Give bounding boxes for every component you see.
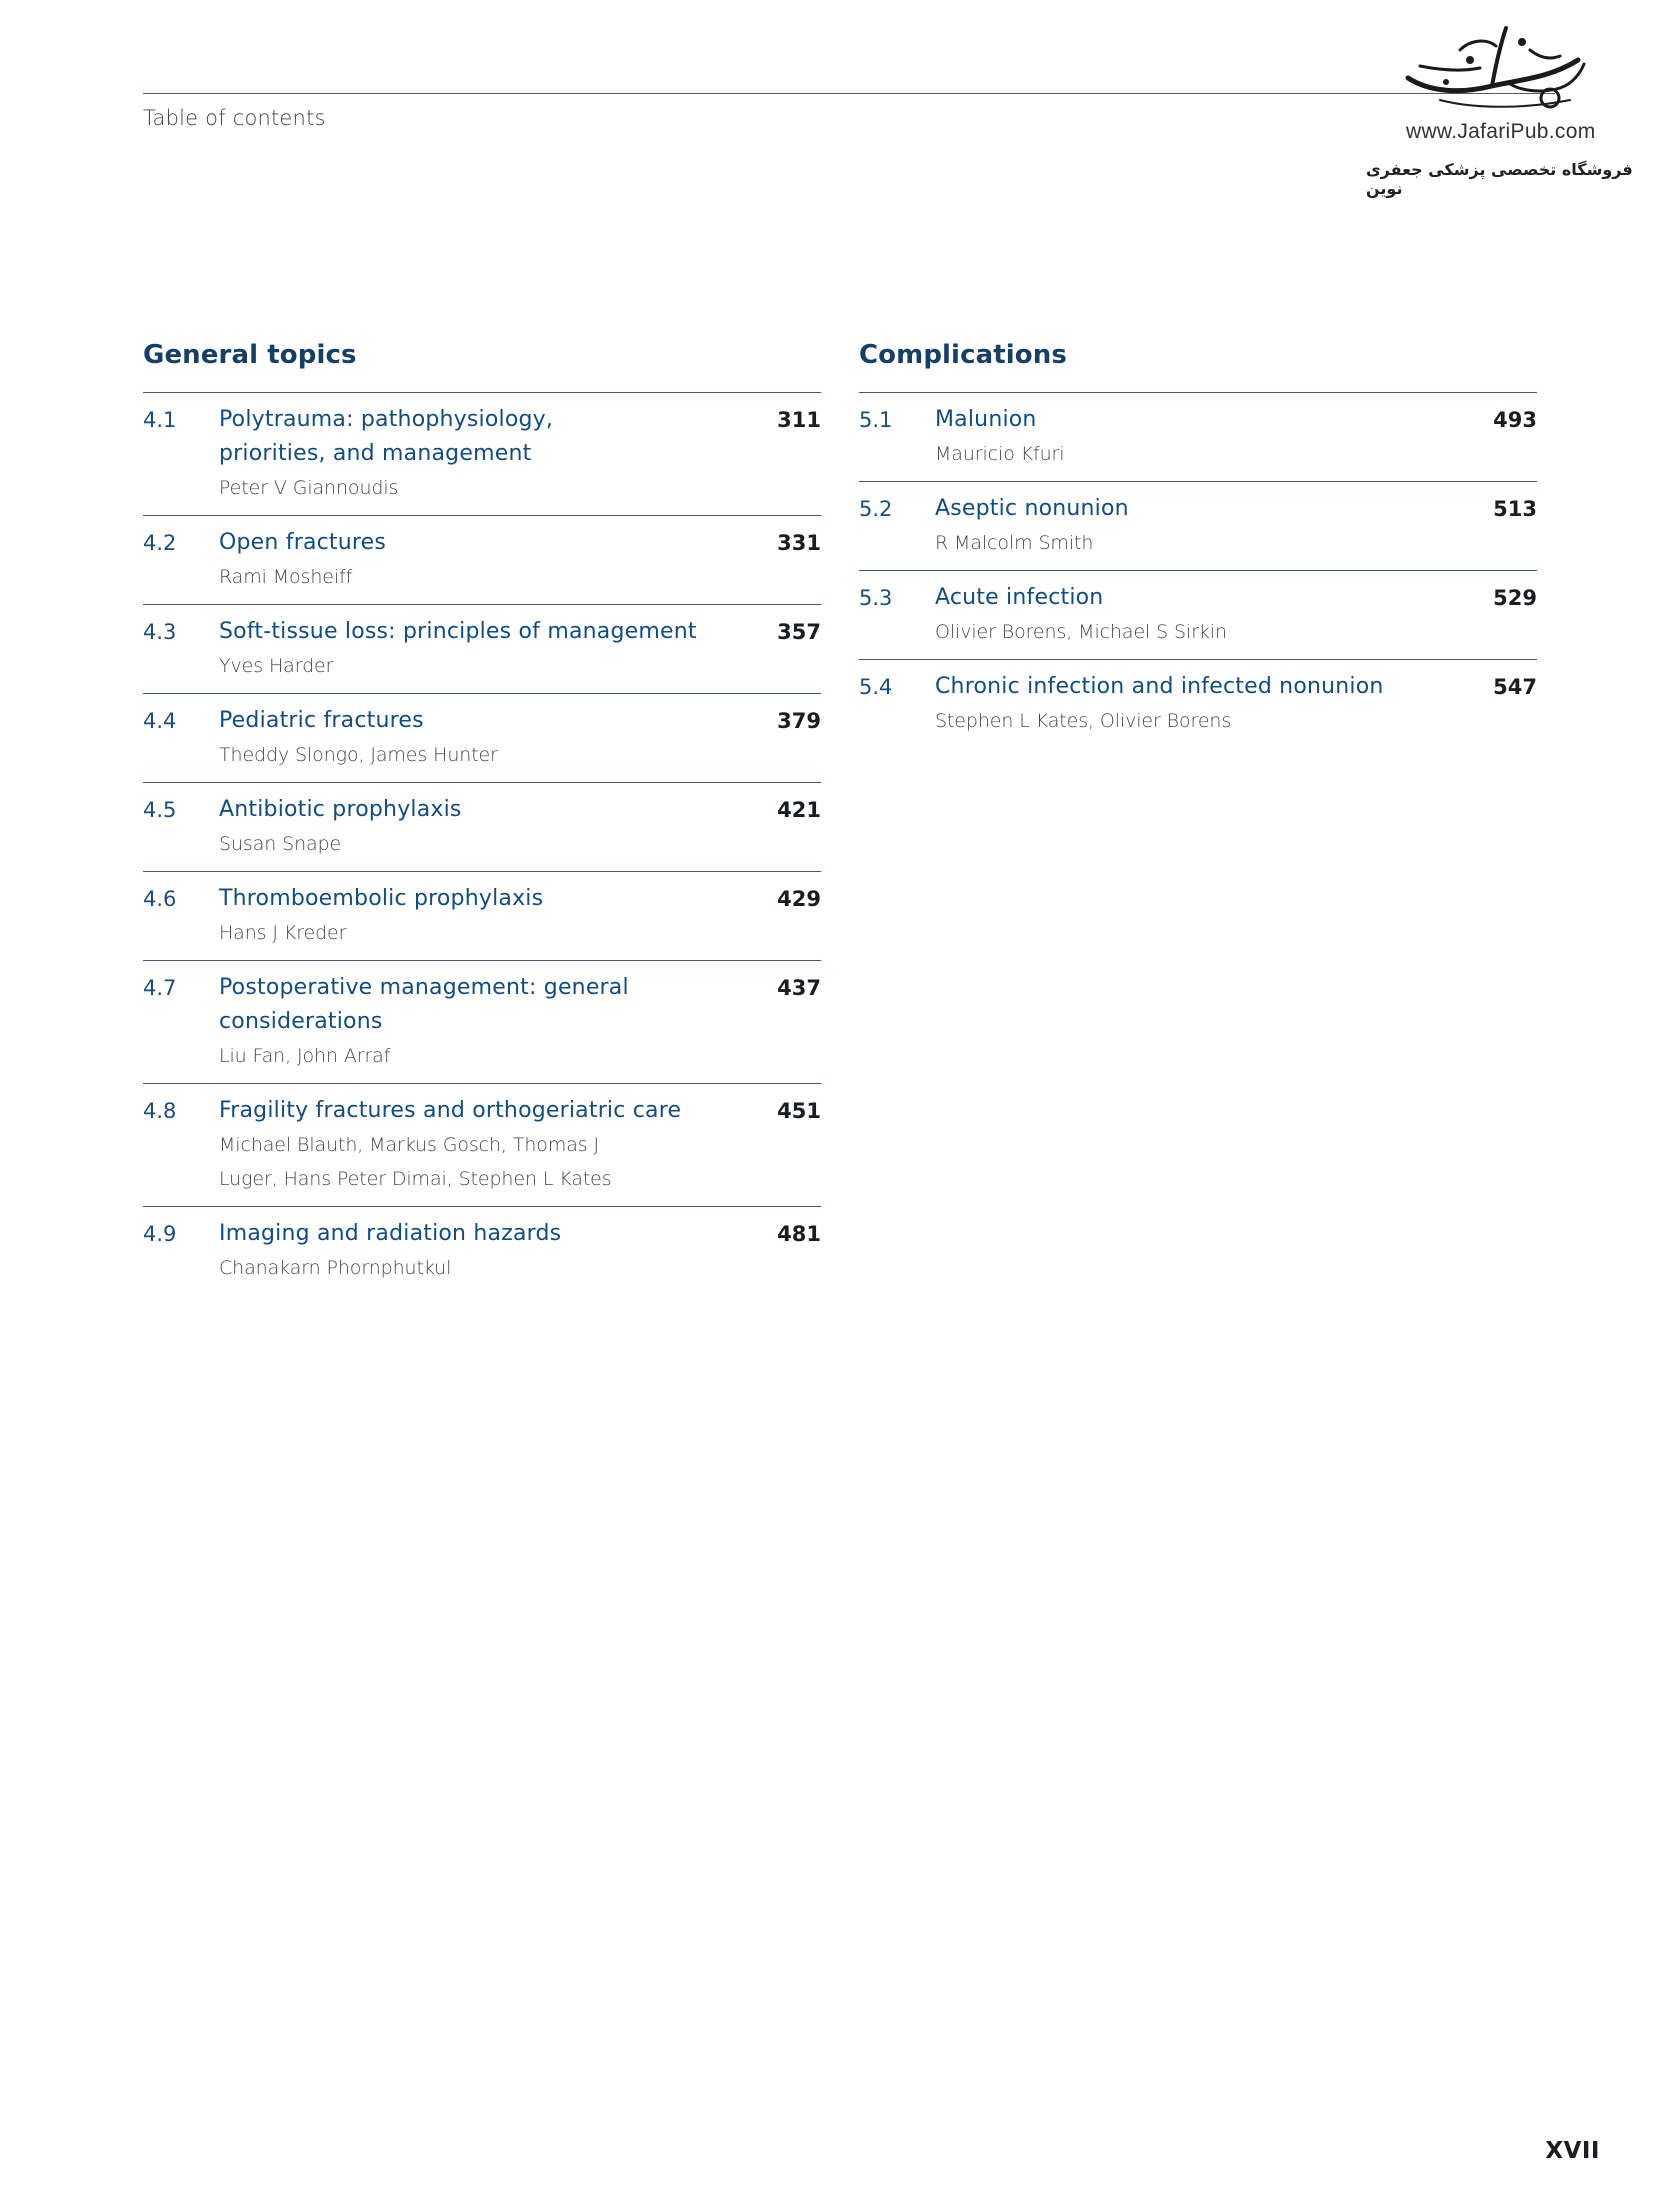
toc-entry[interactable] [143, 1206, 821, 1295]
entry-authors: Hans J Kreder [219, 922, 347, 944]
entry-body [219, 403, 751, 505]
entry-title[interactable]: Pediatric fractures [219, 708, 424, 733]
entry-number: 4.6 [143, 887, 177, 911]
toc-entry[interactable] [859, 392, 1537, 481]
entry-number: 5.2 [859, 497, 893, 521]
entry-authors: Peter V Giannoudis [219, 477, 399, 499]
entry-body [219, 1094, 751, 1196]
toc-section-general-topics [143, 336, 821, 1295]
toc-entry[interactable] [143, 693, 821, 782]
entry-title[interactable]: Thromboembolic prophylaxis [219, 886, 544, 911]
entry-authors: Mauricio Kfuri [935, 443, 1065, 465]
toc-entry[interactable] [143, 1083, 821, 1206]
entry-number: 4.5 [143, 798, 177, 822]
section-title: Complications [859, 340, 1067, 370]
toc-entry[interactable] [859, 570, 1537, 659]
toc-entry[interactable] [859, 481, 1537, 570]
entry-number: 4.7 [143, 976, 177, 1000]
header-rule [143, 93, 1555, 94]
entry-title[interactable]: Open fractures [219, 530, 387, 555]
entry-title[interactable]: Aseptic nonunion [935, 496, 1129, 521]
entry-page: 513 [1493, 497, 1537, 521]
entry-title[interactable]: Polytrauma: pathophysiology, priorities, and management [219, 407, 554, 466]
entry-page: 379 [777, 709, 821, 733]
entry-title[interactable]: Imaging and radiation hazards [219, 1221, 562, 1246]
entry-number: 5.3 [859, 586, 893, 610]
entry-page: 481 [777, 1222, 821, 1246]
section-title: General topics [143, 340, 357, 370]
entry-authors: Olivier Borens, Michael S Sirkin [935, 621, 1227, 643]
entry-authors: Rami Mosheiff [219, 566, 353, 588]
entry-body [219, 526, 751, 594]
entry-title[interactable]: Antibiotic prophylaxis [219, 797, 462, 822]
entry-title[interactable]: Acute infection [935, 585, 1104, 610]
entry-authors: R Malcolm Smith [935, 532, 1094, 554]
entry-body [219, 615, 751, 683]
entry-body [935, 403, 1467, 471]
entry-authors: Theddy Slongo, James Hunter [219, 744, 498, 766]
entry-body [219, 704, 751, 772]
toc-section-complications [859, 336, 1537, 748]
entry-page: 451 [777, 1099, 821, 1123]
entry-body [219, 971, 751, 1073]
entry-number: 5.4 [859, 675, 893, 699]
entry-authors: Chanakarn Phornphutkul [219, 1257, 452, 1279]
entry-page: 357 [777, 620, 821, 644]
entry-page: 311 [777, 408, 821, 432]
toc-entry[interactable] [143, 392, 821, 515]
toc-entry[interactable] [143, 515, 821, 604]
entry-page: 493 [1493, 408, 1537, 432]
page-number: XVII [1545, 2138, 1600, 2164]
entry-page: 331 [777, 531, 821, 555]
entry-number: 4.1 [143, 408, 177, 432]
entry-body [935, 670, 1467, 738]
entry-page: 547 [1493, 675, 1537, 699]
entry-page: 429 [777, 887, 821, 911]
entry-body [219, 1217, 751, 1285]
running-head: Table of contents [143, 106, 326, 130]
publisher-tagline: فروشگاه تخصصی پزشکی جعفری نوین [1366, 160, 1633, 198]
entry-body [935, 492, 1467, 560]
entry-authors: Michael Blauth, Markus Gosch, Thomas J Luger, Hans Peter Dimai, Stephen L Kates [219, 1134, 612, 1190]
entry-number: 5.1 [859, 408, 893, 432]
calligraphy-logo-icon [1400, 20, 1590, 125]
entry-number: 4.9 [143, 1222, 177, 1246]
entry-title[interactable]: Malunion [935, 407, 1037, 432]
entry-authors: Yves Harder [219, 655, 334, 677]
toc-entry[interactable] [143, 782, 821, 871]
entry-number: 4.8 [143, 1099, 177, 1123]
entry-body [219, 793, 751, 861]
entry-page: 421 [777, 798, 821, 822]
toc-entry[interactable] [859, 659, 1537, 748]
toc-entry[interactable] [143, 960, 821, 1083]
publisher-url: www.JafariPub.com [1406, 120, 1596, 143]
entry-number: 4.3 [143, 620, 177, 644]
entry-title[interactable]: Soft-tissue loss: principles of management [219, 619, 697, 644]
toc-entry[interactable] [143, 871, 821, 960]
entry-authors: Stephen L Kates, Olivier Borens [935, 710, 1232, 732]
entry-authors: Susan Snape [219, 833, 342, 855]
toc-entry[interactable] [143, 604, 821, 693]
entry-title[interactable]: Fragility fractures and orthogeriatric care [219, 1098, 682, 1123]
entry-body [935, 581, 1467, 649]
entry-authors: Liu Fan, John Arraf [219, 1045, 391, 1067]
entry-number: 4.2 [143, 531, 177, 555]
entry-number: 4.4 [143, 709, 177, 733]
entry-page: 437 [777, 976, 821, 1000]
entry-page: 529 [1493, 586, 1537, 610]
publisher-brand [1360, 20, 1640, 198]
entry-title[interactable]: Chronic infection and infected nonunion [935, 674, 1384, 699]
entry-body [219, 882, 751, 950]
entry-title[interactable]: Postoperative management: general considerations [219, 975, 629, 1034]
